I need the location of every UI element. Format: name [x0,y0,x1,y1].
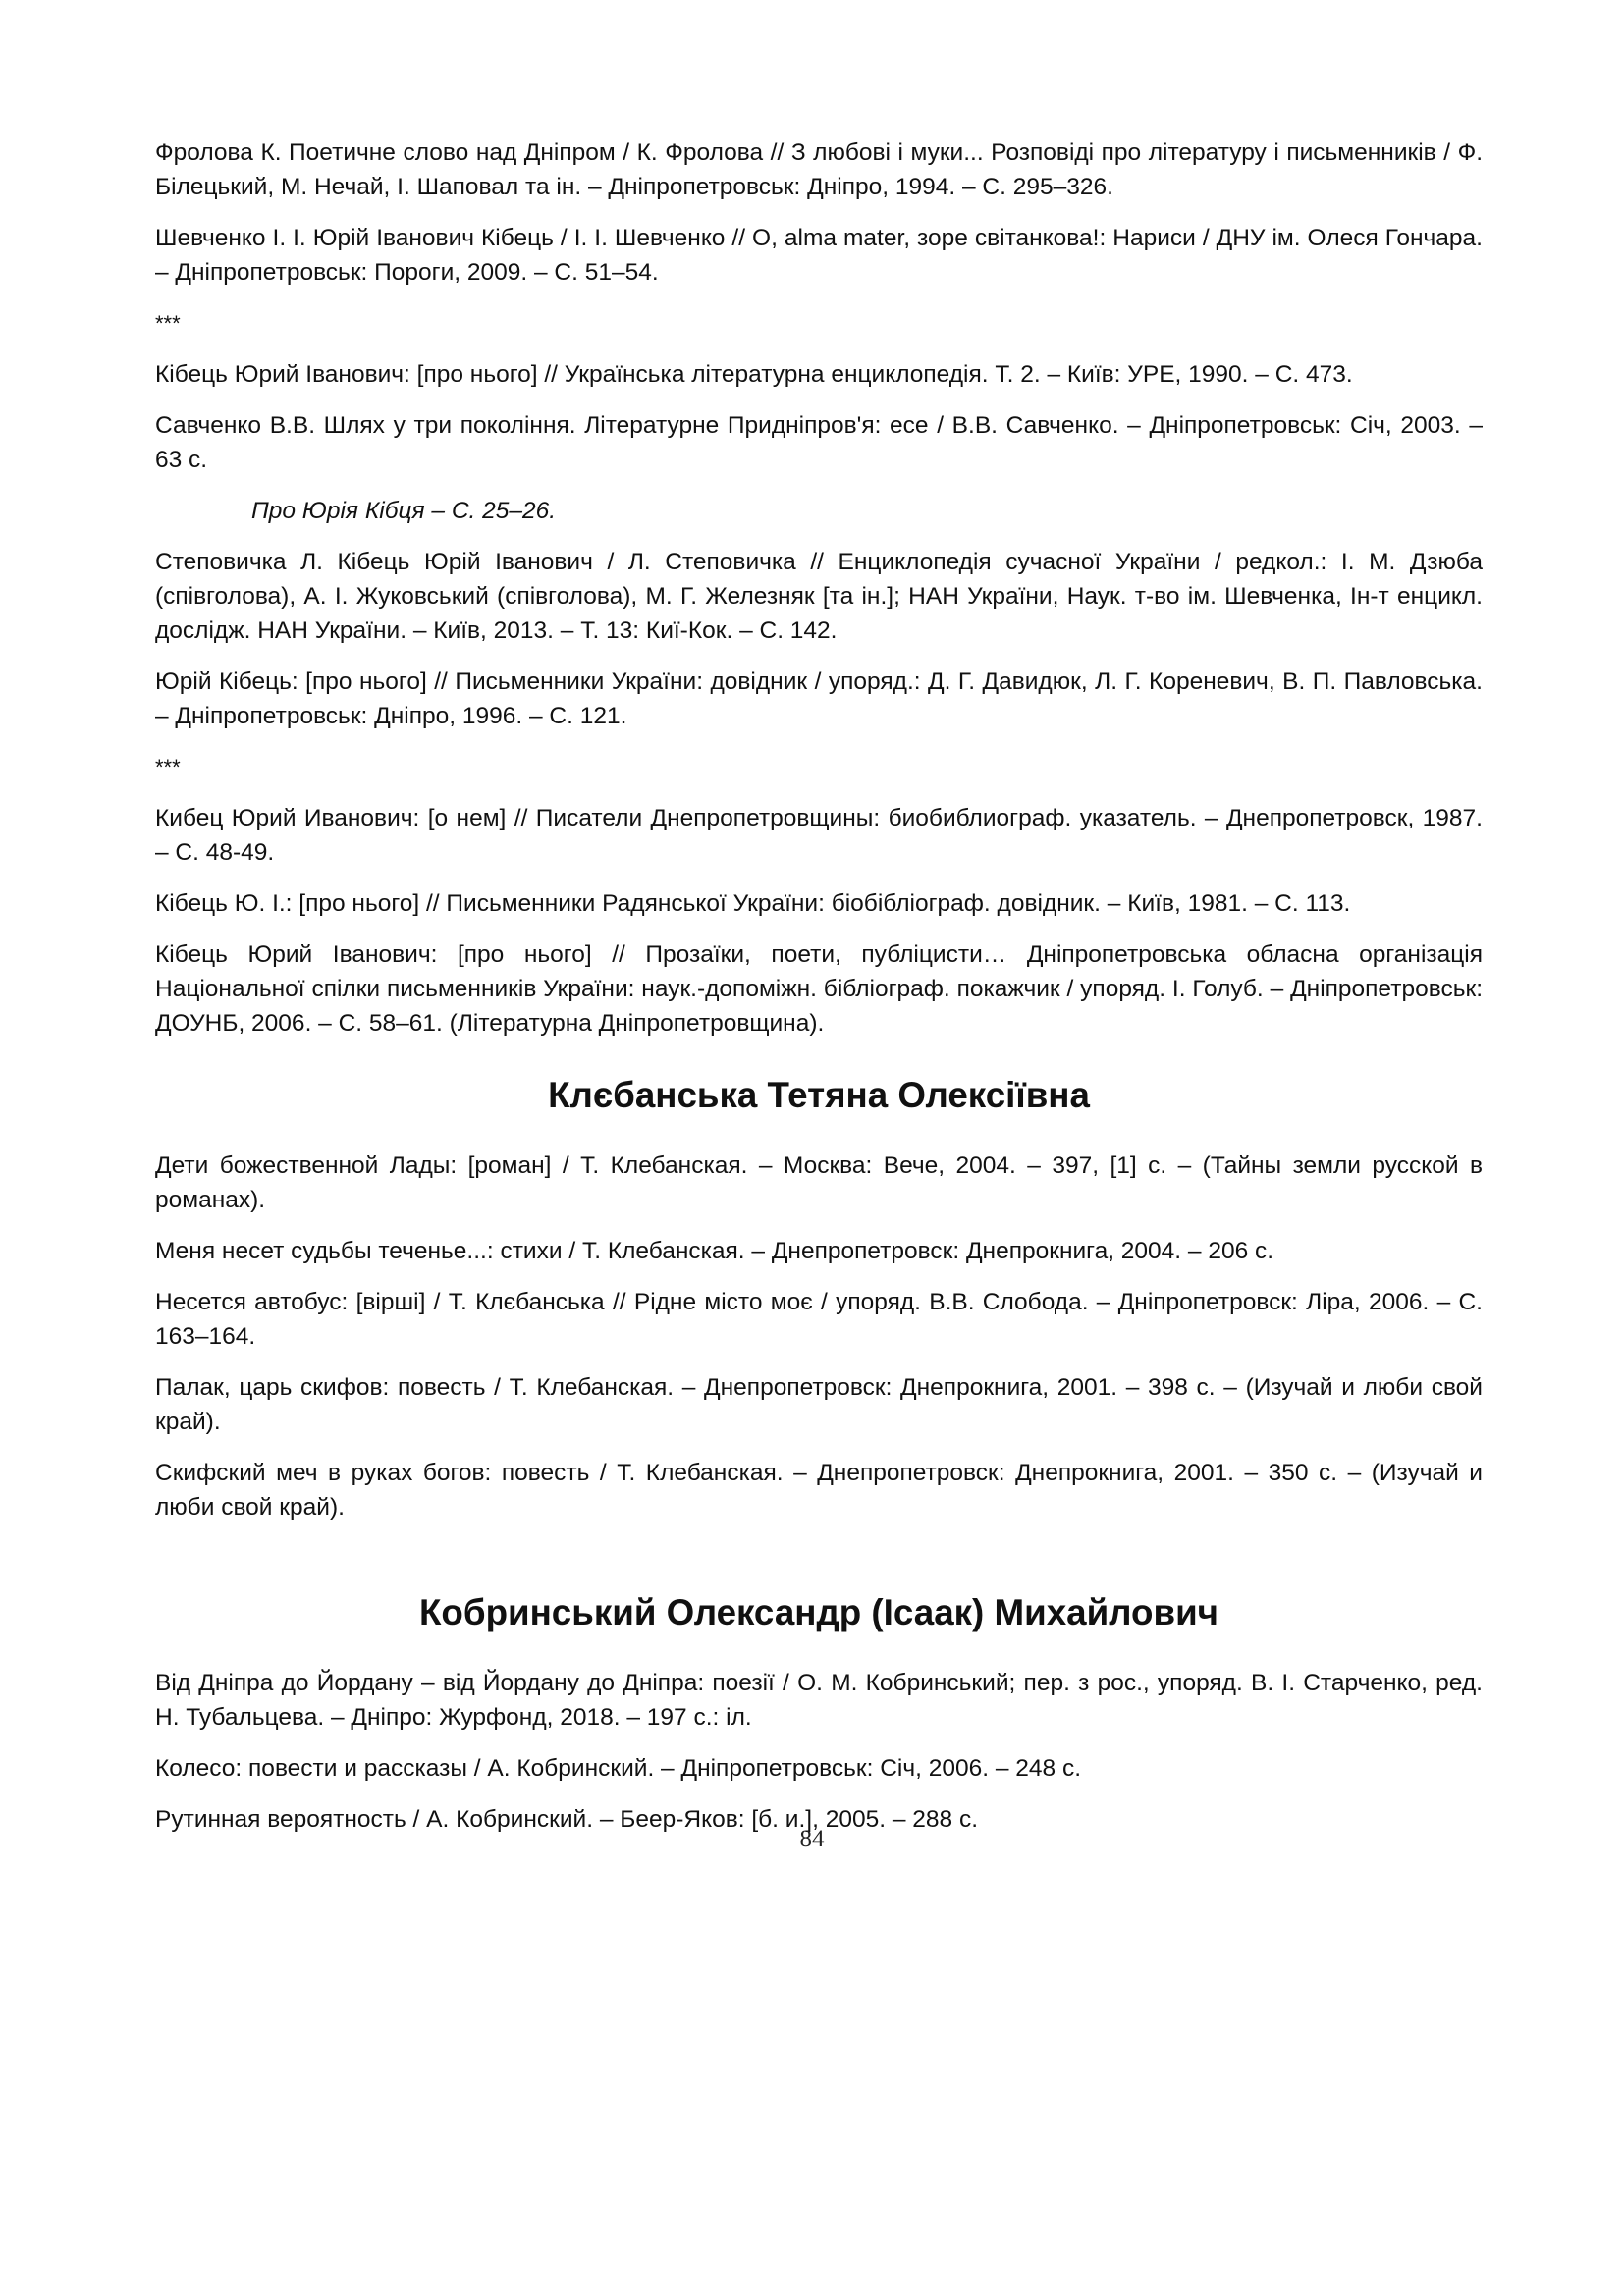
document-page [155,135,1483,1853]
page-number: 84 [799,1826,825,1852]
bibliography-entry: Кібець Юрий Іванович: [про нього] // Українська літературна енциклопедія. Т. 2. – Київ: УРЕ, 1990. – С. 473. [155,361,1353,388]
bibliography-entry: Кібець Юрий Іванович: [про нього] // Прозаїки, поети, публіцисти… Дніпропетровська обласна організація Національної спілки письменників України: наук.-допоміжн. бібліограф. покажчик / упоряд. І. Голуб. – Дніпропетровськ: ДОУНБ, 2006. – С. 58–61. (Літературна Дніпропетровщина). [155,941,1483,1037]
bibliography-entry: Кібець Ю. І.: [про нього] // Письменники Радянської України: біобібліограф. довідник. – Київ, 1981. – С. 113. [155,890,1351,917]
bibliography-entry: Кибец Юрий Иванович: [о нем] // Писатели Днепропетровщины: биобиблиограф. указатель. – Днепропетровск, 1987. – С. 48-49. [155,805,1483,866]
bibliography-entry: Палак, царь скифов: повесть / Т. Клебанская. – Днепропетровск: Днепрокнига, 2001. – 398 с. – (Изучай и люби свой край). [155,1374,1483,1435]
bibliography-entry: Фролова К. Поетичне слово над Дніпром / К. Фролова // З любові і муки... Розповіді про літературу і письменників / Ф. Білецький, М. Нечай, І. Шаповал та ін. – Дніпропетровськ: Дніпро, 1994. – С. 295–326. [155,139,1483,200]
bibliography-entry: Несется автобус: [вірші] / Т. Клєбанська // Рідне місто моє / упоряд. В.В. Слобода. – Дніпропетровск: Ліра, 2006. – С. 163–164. [155,1289,1483,1350]
section-separator: *** [155,311,181,336]
author-heading: Кобринський Олександр (Ісаак) Михайлович [418,1592,1218,1632]
bibliography-entry: Шевченко І. І. Юрій Іванович Кібець / І. І. Шевченко // О, alma mater, зоре світанкова!: Нариси / ДНУ ім. Олеся Гончара. – Дніпропетровськ: Пороги, 2009. – С. 51–54. [155,225,1483,286]
bibliography-entry: Рутинная вероятность / А. Кобринский. – Беер-Яков: [б. и.], 2005. – 288 с. [155,1806,979,1833]
bibliography-entry: Савченко В.В. Шлях у три покоління. Літературне Придніпров'я: есе / В.В. Савченко. – Дніпропетровськ: Січ, 2003. – 63 с. [155,412,1483,473]
bibliography-entry: Дети божественной Лады: [роман] / Т. Клебанская. – Москва: Вече, 2004. – 397, [1] с. – (Тайны земли русской в романах). [155,1152,1483,1213]
bibliography-entry: Скифский меч в руках богов: повесть / Т. Клебанская. – Днепропетровск: Днепрокнига, 2001. – 350 с. – (Изучай и люби свой край). [155,1460,1483,1521]
bibliography-entry: Юрій Кібець: [про нього] // Письменники України: довідник / упоряд.: Д. Г. Давидюк, Л. Г. Кореневич, В. П. Павловська. – Дніпропетровськ: Дніпро, 1996. – С. 121. [155,668,1483,729]
bibliography-entry: Колесо: повести и рассказы / А. Кобринский. – Дніпропетровськ: Січ, 2006. – 248 с. [155,1755,1082,1782]
bibliography-entry: Від Дніпра до Йордану – від Йордану до Дніпра: поезії / О. М. Кобринський; пер. з рос., упоряд. В. І. Старченко, ред. Н. Тубальцева. – Дніпро: Журфонд, 2018. – 197 с.: іл. [155,1670,1483,1731]
bibliography-entry: Степовичка Л. Кібець Юрій Іванович / Л. Степовичка // Енциклопедія сучасної України / редкол.: І. М. Дзюба (співголова), А. І. Жуковський (співголова), М. Г. Железняк [та ін.]; НАН України, Наук. т-во ім. Шевченка, Ін-т енцикл. дослідж. НАН України. – Київ, 2013. – Т. 13: Киї-Кок. – С. 142. [155,549,1483,644]
author-heading: Клєбанська Тетяна Олексіївна [548,1075,1090,1115]
bibliography-entry: Меня несет судьбы теченье...: стихи / Т. Клебанская. – Днепропетровск: Днепрокнига, 2004. – 206 с. [155,1238,1274,1264]
section-separator: *** [155,755,181,779]
bibliography-note: Про Юрія Кібця – С. 25–26. [251,498,557,524]
